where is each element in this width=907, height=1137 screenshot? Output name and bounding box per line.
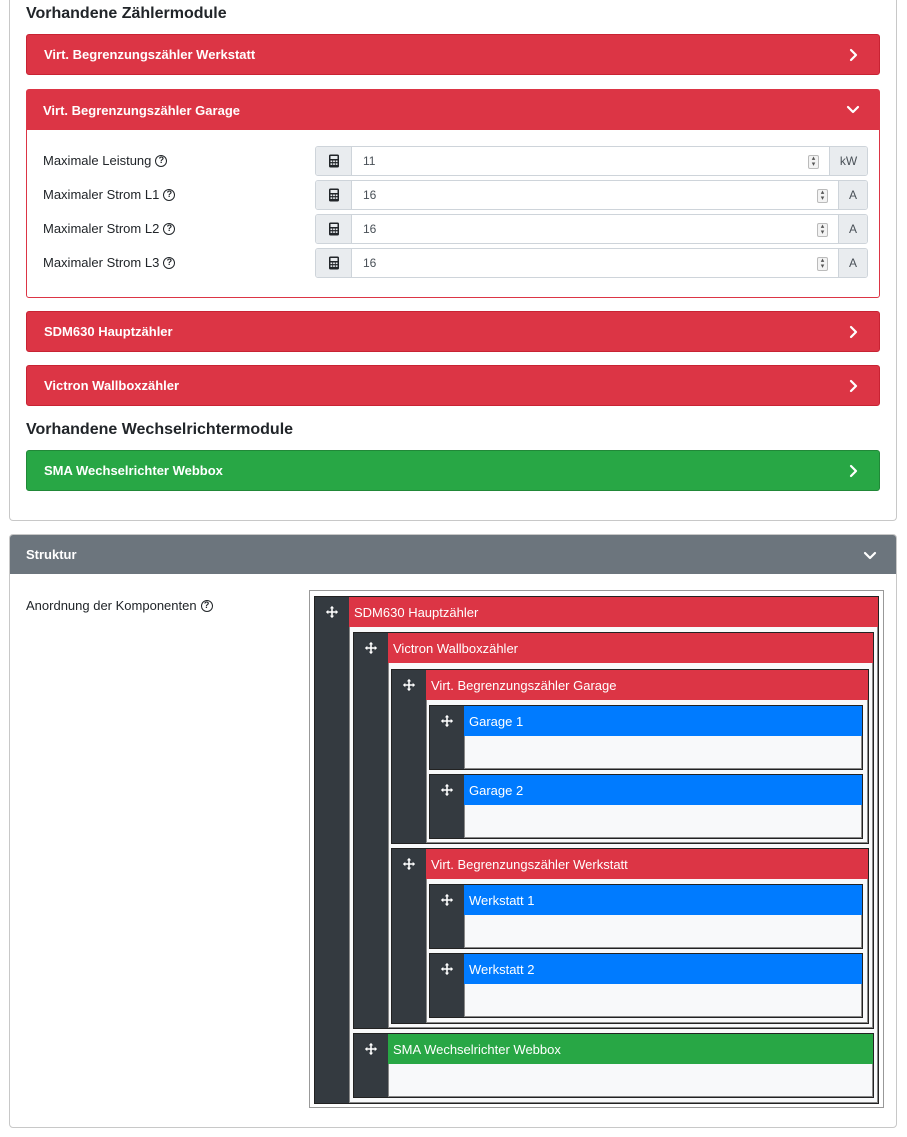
move-icon[interactable] [354,633,388,663]
tree-node-garage-2[interactable] [429,774,863,839]
max-current-l1-input[interactable]: 16 ▴ ▾ [352,181,838,209]
move-icon[interactable] [354,1034,388,1064]
calculator-icon [316,249,352,277]
tree-node-label: Werkstatt 1 [464,885,862,915]
calculator-icon [316,147,352,175]
move-icon[interactable] [430,775,464,805]
max-current-l3-input[interactable]: 16 ▴ ▾ [352,249,838,277]
tree-node-garage-1[interactable] [429,705,863,770]
unit-label: A [838,249,867,277]
help-icon[interactable]: ? [155,155,167,167]
field-label: Maximaler Strom L3 [43,255,160,270]
spinner-icon[interactable]: ▴ ▾ [808,155,819,169]
input-group [315,146,868,176]
input-group [315,180,868,210]
accordion-victron-label: Victron Wallboxzähler [44,378,180,393]
accordion-sdm630-label: SDM630 Hauptzähler [44,324,173,339]
spinner-icon[interactable]: ▴ ▾ [817,257,828,271]
field-label: Maximaler Strom L1 [43,187,160,202]
calculator-icon [316,181,352,209]
tree-node-werkstatt-2[interactable] [429,953,863,1018]
tree-node-werkstatt[interactable] [391,848,869,1024]
tree-node-label: Werkstatt 2 [464,954,862,984]
spinner-icon[interactable]: ▴ ▾ [817,223,828,237]
tree-node-sdm630[interactable] [314,596,879,1104]
unit-label: A [838,181,867,209]
accordion-sma-label: SMA Wechselrichter Webbox [44,463,223,478]
field-max-current-l1 [43,180,868,210]
tree-node-label: Virt. Begrenzungszähler Garage [426,670,868,700]
inverters-section-title: Vorhandene Wechselrichtermodule [26,421,294,438]
chevron-right-icon [845,463,861,479]
field-max-power [43,146,868,176]
unit-label: kW [829,147,867,175]
tree-node-label: SDM630 Hauptzähler [349,597,878,627]
field-max-current-l2 [43,214,868,244]
unit-label: A [838,215,867,243]
move-icon[interactable] [315,597,349,627]
tree-node-label: Victron Wallboxzähler [388,633,873,663]
accordion-garage-header[interactable] [27,90,879,130]
spinner-icon[interactable]: ▴ ▾ [817,189,828,203]
help-icon[interactable]: ? [163,223,175,235]
accordion-garage [26,89,880,298]
move-icon[interactable] [430,706,464,736]
calculator-icon [316,215,352,243]
field-label: Maximale Leistung [43,153,152,168]
tree-node-label: Virt. Begrenzungszähler Werkstatt [426,849,868,879]
tree-node-label: SMA Wechselrichter Webbox [388,1034,873,1064]
tree-node-garage[interactable] [391,669,869,844]
structure-tree [309,590,884,1108]
tree-node-sma[interactable] [353,1033,874,1098]
max-power-input[interactable]: 11 ▴ ▾ [352,147,829,175]
max-current-l2-input[interactable]: 16 ▴ ▾ [352,215,838,243]
accordion-sdm630[interactable] [26,311,880,352]
move-icon[interactable] [430,885,464,915]
input-group [315,214,868,244]
field-label: Maximaler Strom L2 [43,221,160,236]
chevron-right-icon [845,378,861,394]
chevron-down-icon [862,547,878,563]
help-icon[interactable]: ? [163,189,175,201]
structure-header[interactable] [10,535,896,574]
meters-section-title: Vorhandene Zählermodule [26,5,227,22]
input-group [315,248,868,278]
accordion-werkstatt-label: Virt. Begrenzungszähler Werkstatt [44,47,256,62]
tree-node-werkstatt-1[interactable] [429,884,863,949]
accordion-garage-label: Virt. Begrenzungszähler Garage [43,102,240,118]
field-max-current-l3 [43,248,868,278]
chevron-down-icon [845,101,861,117]
move-icon[interactable] [430,954,464,984]
structure-label: Anordnung der Komponenten [26,598,197,613]
tree-node-label: Garage 2 [464,775,862,805]
help-icon[interactable]: ? [163,257,175,269]
move-icon[interactable] [392,670,426,700]
structure-title: Struktur [26,547,77,562]
accordion-victron[interactable] [26,365,880,406]
move-icon[interactable] [392,849,426,879]
chevron-right-icon [845,324,861,340]
tree-node-victron[interactable] [353,632,874,1029]
accordion-sma[interactable] [26,450,880,491]
chevron-right-icon [845,47,861,63]
accordion-werkstatt[interactable] [26,34,880,75]
help-icon[interactable]: ? [201,600,213,612]
tree-node-label: Garage 1 [464,706,862,736]
